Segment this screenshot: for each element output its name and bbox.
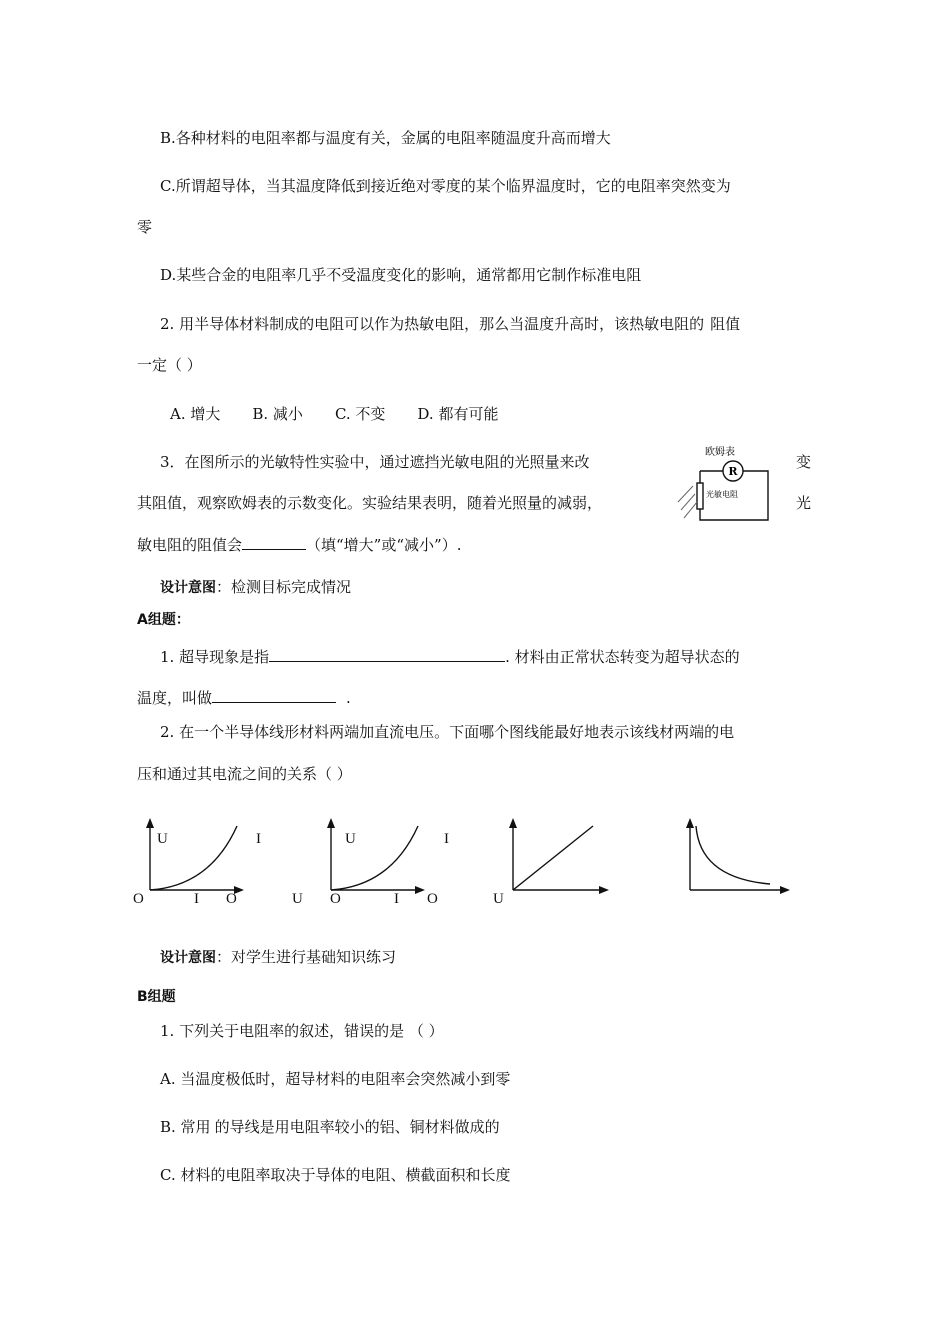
q3-line3-pre: 敏电阻的阻值会 [137,536,243,554]
q3-line2: 其阻值，观察欧姆表的示数变化。实验结果表明，随着光照量的减弱， [137,494,603,512]
graph-4-curve [696,826,770,884]
q2-option-b: B. 减小 [252,405,303,423]
photoresistor-symbol [697,483,703,509]
group-b-option-b [160,1117,500,1137]
q3-answer-blank[interactable] [242,535,306,550]
q3-line2-end: 光 [796,494,812,512]
q2-line1-end: 阻值 [710,315,741,333]
option-c-line1: C.所谓超导体，当其温度降低到接近绝对零度的某个临界温度时，它的电阻率突然变为 [160,177,731,195]
photoresistor-circuit-diagram [668,440,778,528]
light-rays-icon [678,486,697,518]
group-a-title: A组题： [137,612,190,628]
graph-1-y-label: U [157,831,168,847]
graph-3-line [513,826,593,890]
graph-2-y-label: U [345,831,356,847]
graph-1-x-label: I [194,891,199,907]
group-a-q1-blank[interactable] [269,647,505,662]
design-intent-1 [160,577,351,598]
graph-3-left-label: U [493,891,504,907]
graph-1-end-label: O [226,891,237,907]
group-a-q1-line2-post: . [346,689,351,707]
group-a-q1-blank2[interactable] [212,688,336,703]
graph-2-end-label: O [427,891,438,907]
group-a-q1-line2 [137,688,351,708]
group-b-option-b-pre: B. 常用 [160,1118,211,1136]
ohmmeter-r-label: R [728,465,738,478]
graph-1-right-label: I [256,831,261,847]
graph-1-origin-label: O [133,891,144,907]
group-b-title: B组题 [137,989,176,1005]
graph-2 [321,816,431,898]
graph-2-x-label: I [394,891,399,907]
group-b-option-b-post: 的导线是用电阻率较小的铝、铜材料做成的 [214,1118,500,1136]
option-d: D.某些合金的电阻率几乎不受温度变化的影响，通常都用它制作标准电阻 [160,266,642,284]
graph-3 [503,816,615,898]
q3-line3 [137,535,461,555]
q3-line3-post: （填“增大”或“减小”）. [306,536,462,554]
group-b-option-a: A. 当温度极低时，超导材料的电阻率会突然减小到零 [160,1070,511,1088]
design-intent-1-text: ：检测目标完成情况 [216,578,352,596]
design-intent-1-label: 设计意图 [160,580,216,596]
q2-options [170,404,498,424]
q2-line1 [160,314,740,334]
q2-option-d: D. 都有可能 [417,405,499,423]
graph-2-left-label: U [292,891,303,907]
group-a-q2-line1: 2. 在一个半导体线形材料两端加直流电压。下面哪个图线能最好地表示该线材两端的电 [160,723,735,741]
q3-line1-end: 变 [796,453,812,471]
graph-2-right-label: I [444,831,449,847]
q3-line1: 3．在图所示的光敏特性实验中，通过遮挡光敏电阻的光照量来改 [160,453,590,471]
graph-4 [680,816,796,898]
q2-line2: 一定（ ） [137,356,202,374]
option-b: B.各种材料的电阻率都与温度有关，金属的电阻率随温度升高而增大 [160,129,611,147]
q2-line1-text: 2. 用半导体材料制成的电阻可以作为热敏电阻，那么当温度升高时，该热敏电阻的 [160,315,705,333]
group-a-q1-pre: 1. 超导现象是指 [160,648,270,666]
graph-1 [140,816,250,898]
group-b-option-c: C. 材料的电阻率取决于导体的电阻、横截面积和长度 [160,1166,511,1184]
group-a-q2-line2: 压和通过其电流之间的关系（ ） [137,765,352,783]
design-intent-2-text: ：对学生进行基础知识练习 [216,948,397,966]
option-c-line2: 零 [137,218,153,236]
photoresistor-label: 光敏电阻 [706,490,738,499]
design-intent-2-label: 设计意图 [160,950,216,966]
group-a-q1-line2-pre: 温度，叫做 [137,689,213,707]
graph-2-origin-label: O [330,891,341,907]
design-intent-2 [160,947,396,968]
q2-option-c: C. 不变 [334,405,386,423]
group-a-q1-post: . 材料由正常状态转变为超导状态的 [505,648,740,666]
group-a-q1-line1 [160,647,740,667]
ohmmeter-label: 欧姆表 [705,447,735,458]
q2-option-a: A. 增大 [170,405,221,423]
group-b-q1: 1. 下列关于电阻率的叙述，错误的是 （ ） [160,1022,444,1040]
